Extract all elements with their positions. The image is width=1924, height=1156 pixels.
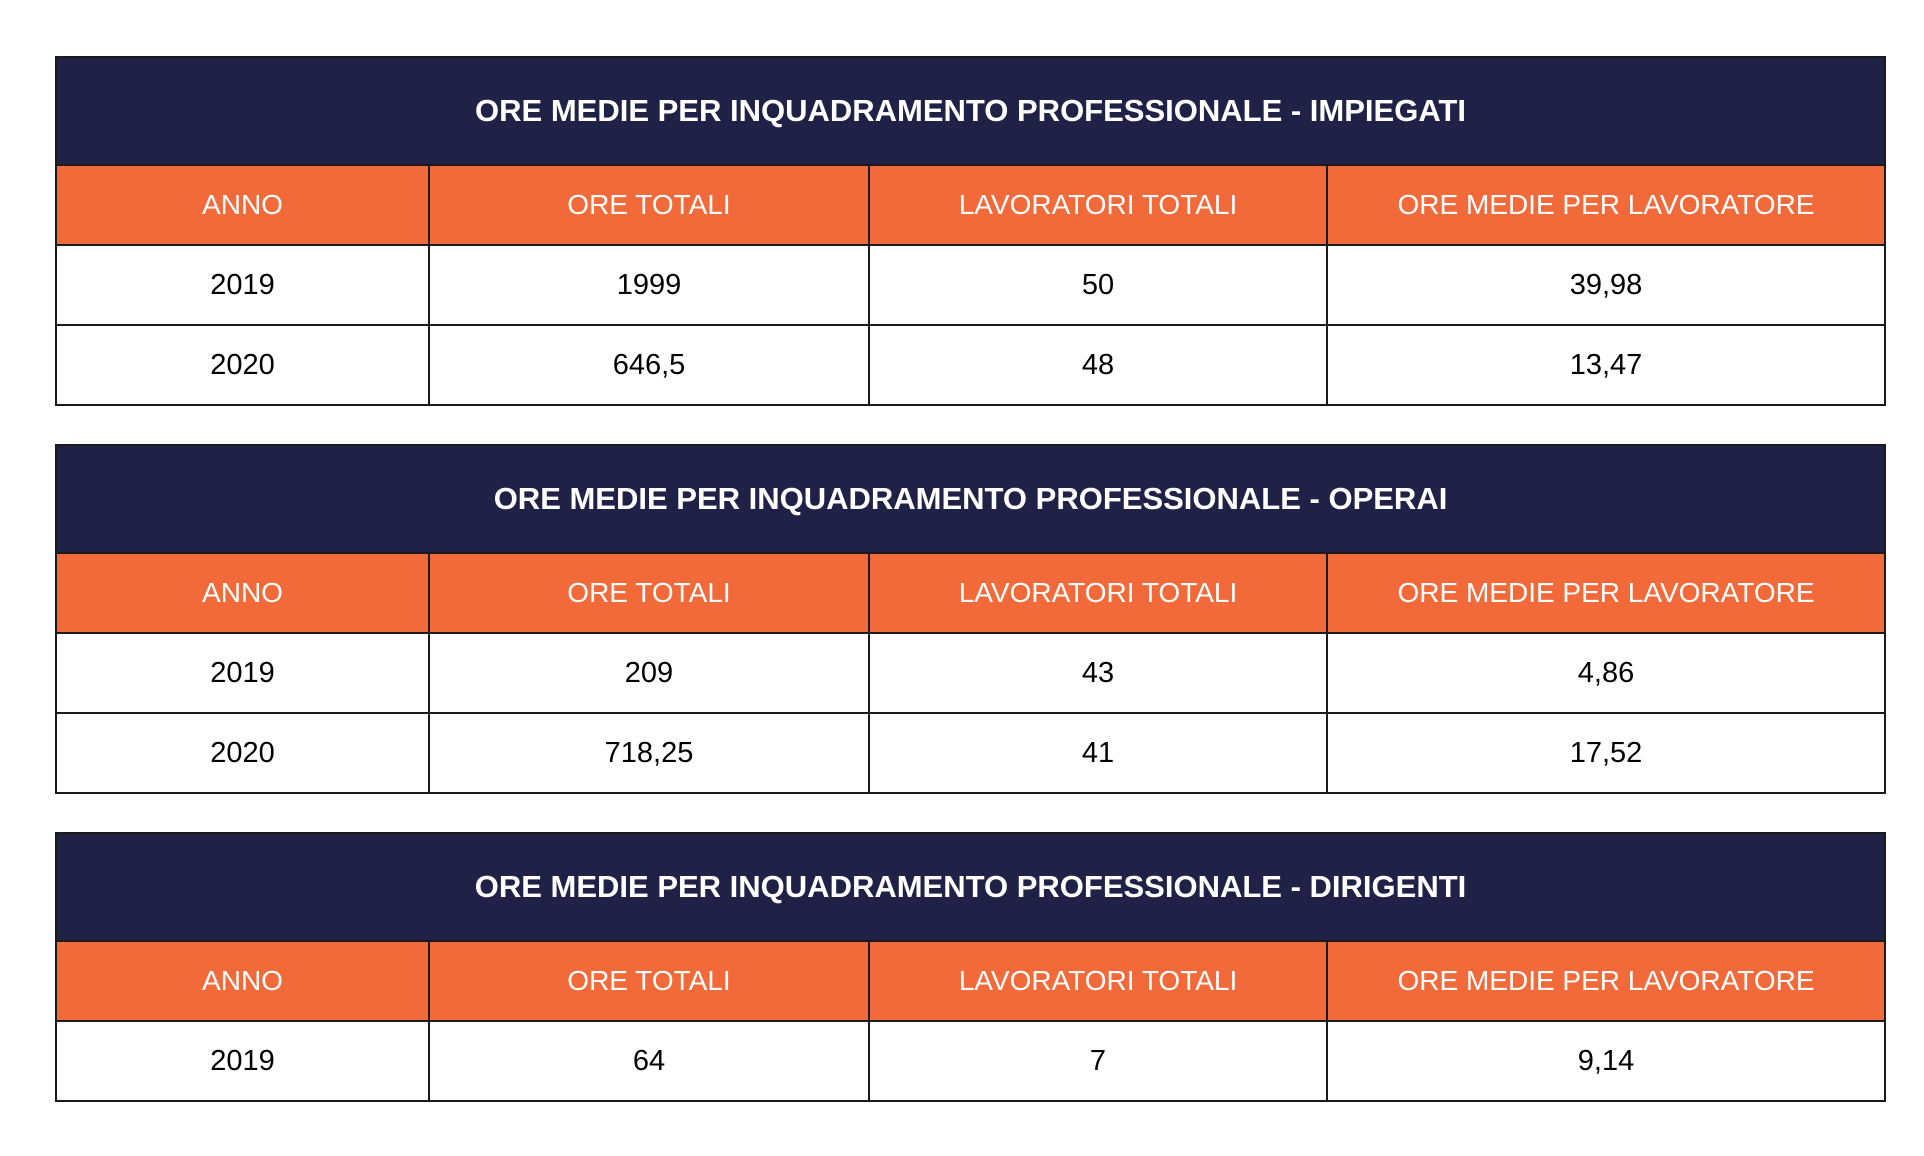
table-title: ORE MEDIE PER INQUADRAMENTO PROFESSIONALE - DIRIGENTI: [56, 833, 1885, 941]
table-title-row: [56, 833, 1885, 941]
table-row: [56, 1021, 1885, 1101]
table-row: [56, 325, 1885, 405]
table-row: [56, 633, 1885, 713]
table-impiegati: [55, 56, 1886, 406]
table-header-row: [56, 941, 1885, 1021]
table-title: ORE MEDIE PER INQUADRAMENTO PROFESSIONALE - OPERAI: [56, 445, 1885, 553]
table-header-row: [56, 553, 1885, 633]
column-header-ore-totali: ORE TOTALI: [429, 553, 869, 633]
cell-lavoratori-totali: 48: [869, 325, 1327, 405]
column-header-lavoratori-totali: LAVORATORI TOTALI: [869, 553, 1327, 633]
cell-lavoratori-totali: 43: [869, 633, 1327, 713]
cell-ore-medie: 39,98: [1327, 245, 1885, 325]
cell-ore-medie: 17,52: [1327, 713, 1885, 793]
cell-anno: 2019: [56, 633, 429, 713]
cell-ore-totali: 1999: [429, 245, 869, 325]
cell-anno: 2020: [56, 713, 429, 793]
table-title-row: [56, 57, 1885, 165]
column-header-ore-medie: ORE MEDIE PER LAVORATORE: [1327, 941, 1885, 1021]
cell-ore-totali: 64: [429, 1021, 869, 1101]
cell-ore-medie: 9,14: [1327, 1021, 1885, 1101]
table-header-row: [56, 165, 1885, 245]
tables-container: [55, 56, 1884, 1140]
cell-ore-totali: 646,5: [429, 325, 869, 405]
column-header-anno: ANNO: [56, 941, 429, 1021]
cell-lavoratori-totali: 41: [869, 713, 1327, 793]
cell-ore-medie: 4,86: [1327, 633, 1885, 713]
cell-ore-totali: 718,25: [429, 713, 869, 793]
table-title: ORE MEDIE PER INQUADRAMENTO PROFESSIONALE - IMPIEGATI: [56, 57, 1885, 165]
column-header-ore-medie: ORE MEDIE PER LAVORATORE: [1327, 553, 1885, 633]
column-header-lavoratori-totali: LAVORATORI TOTALI: [869, 941, 1327, 1021]
column-header-lavoratori-totali: LAVORATORI TOTALI: [869, 165, 1327, 245]
cell-lavoratori-totali: 7: [869, 1021, 1327, 1101]
table-title-row: [56, 445, 1885, 553]
column-header-anno: ANNO: [56, 553, 429, 633]
column-header-anno: ANNO: [56, 165, 429, 245]
table-row: [56, 245, 1885, 325]
column-header-ore-totali: ORE TOTALI: [429, 165, 869, 245]
table-operai: [55, 444, 1886, 794]
cell-ore-medie: 13,47: [1327, 325, 1885, 405]
column-header-ore-medie: ORE MEDIE PER LAVORATORE: [1327, 165, 1885, 245]
table-row: [56, 713, 1885, 793]
cell-anno: 2019: [56, 1021, 429, 1101]
cell-anno: 2019: [56, 245, 429, 325]
cell-lavoratori-totali: 50: [869, 245, 1327, 325]
column-header-ore-totali: ORE TOTALI: [429, 941, 869, 1021]
cell-ore-totali: 209: [429, 633, 869, 713]
cell-anno: 2020: [56, 325, 429, 405]
table-dirigenti: [55, 832, 1886, 1102]
